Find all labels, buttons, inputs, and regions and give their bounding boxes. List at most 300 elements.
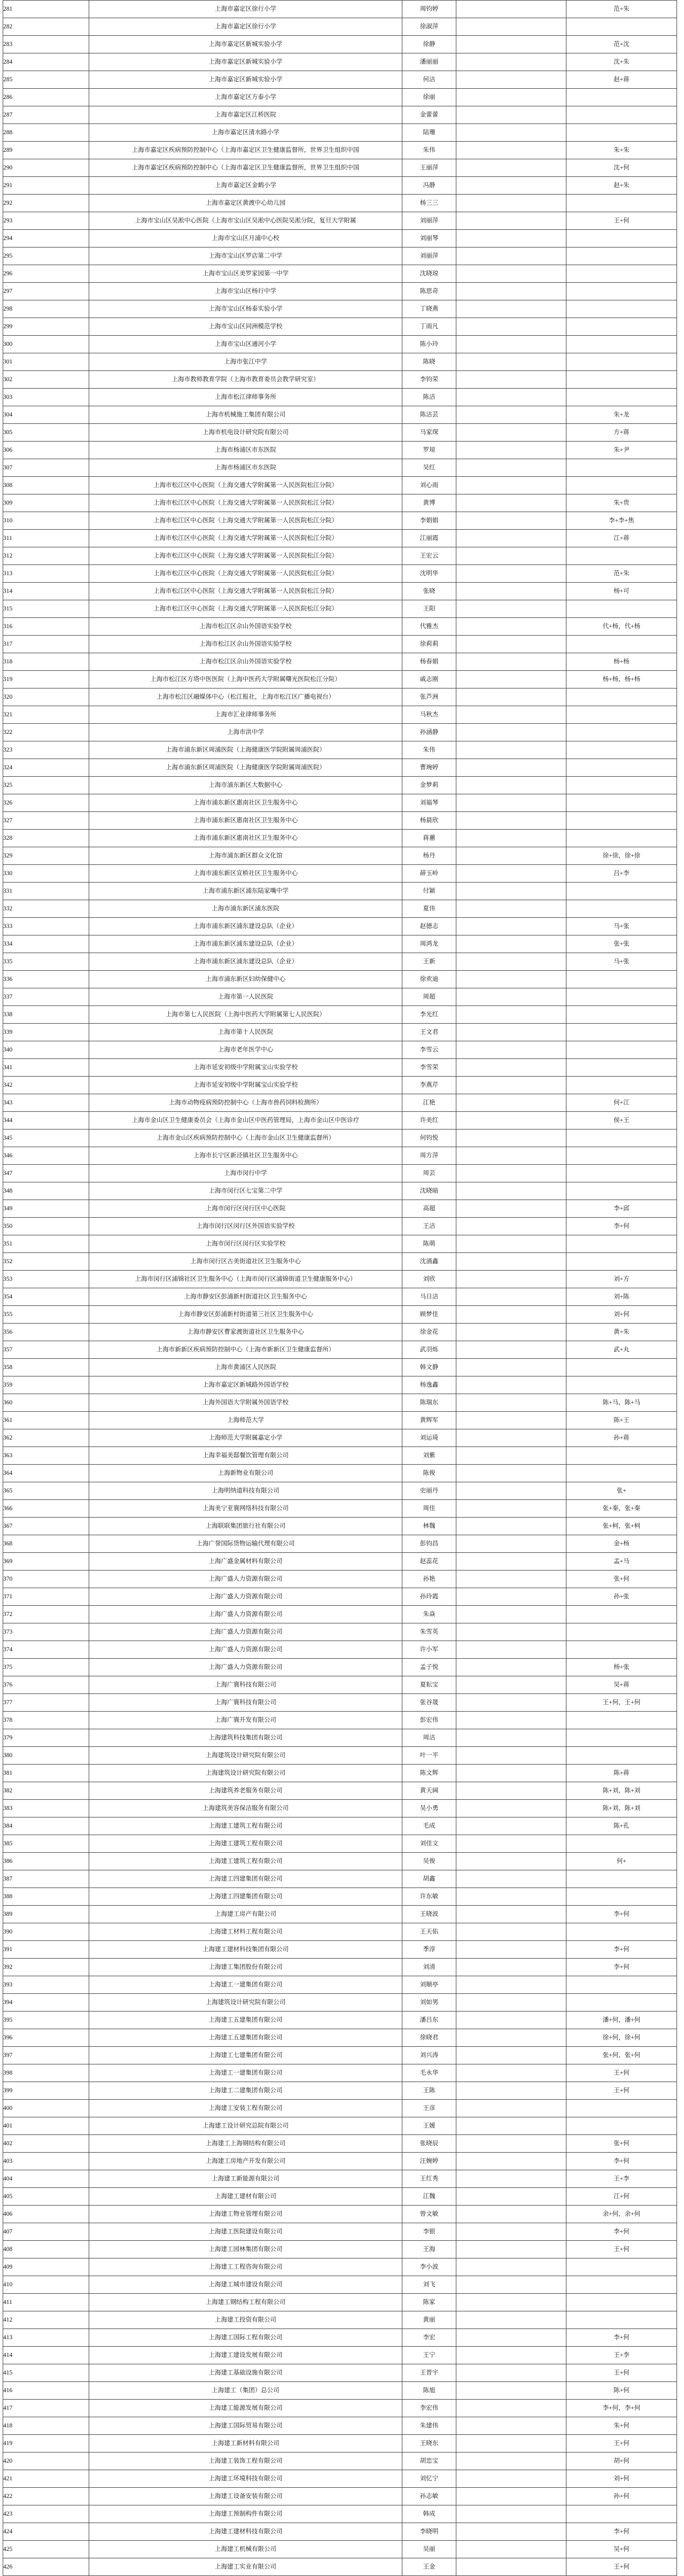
cell-blank	[456, 1870, 566, 1888]
table-row	[3, 1394, 677, 1412]
table-body	[3, 1, 677, 2576]
table-row	[3, 1253, 677, 1271]
cell-blank	[456, 1712, 566, 1729]
cell-name: 何钧悦	[402, 1130, 456, 1147]
cell-name: 沈晓暗	[402, 1182, 456, 1200]
cell-note: 余+何，余+何	[566, 2206, 677, 2223]
cell-note: 杨+杨，杨+杨	[566, 671, 677, 689]
table-row	[3, 1941, 677, 1959]
cell-name: 王丽萍	[402, 159, 456, 177]
cell-unit: 上海建工环境科技有限公司	[89, 2470, 402, 2488]
cell-blank	[456, 777, 566, 794]
cell-number: 364	[3, 1465, 89, 1482]
cell-number: 367	[3, 1518, 89, 1535]
cell-blank	[456, 283, 566, 300]
cell-blank	[456, 1729, 566, 1747]
cell-number: 334	[3, 935, 89, 953]
cell-number: 419	[3, 2435, 89, 2453]
table-row	[3, 53, 677, 71]
cell-note: 孙+蒋	[566, 1429, 677, 1447]
cell-blank	[456, 1959, 566, 1976]
table-row	[3, 353, 677, 371]
cell-unit: 上海市浦东新区惠南社区卫生服务中心	[89, 830, 402, 847]
cell-name: 周佳	[402, 1500, 456, 1518]
cell-number: 349	[3, 1200, 89, 1218]
cell-note: 徐+何，徐+何	[566, 2029, 677, 2047]
cell-blank	[456, 318, 566, 336]
cell-note	[566, 2294, 677, 2311]
cell-blank	[456, 1429, 566, 1447]
cell-unit: 上海新物业有限公司	[89, 1465, 402, 1482]
cell-unit: 上海市机电设计研究院有限公司	[89, 424, 402, 442]
cell-blank	[456, 953, 566, 971]
cell-number: 340	[3, 1041, 89, 1059]
cell-number: 377	[3, 1694, 89, 1712]
cell-note: 李+何	[566, 2523, 677, 2541]
cell-number: 397	[3, 2047, 89, 2064]
cell-number: 324	[3, 759, 89, 777]
cell-blank	[456, 1041, 566, 1059]
cell-name: 刘紫	[402, 1447, 456, 1465]
cell-number: 322	[3, 724, 89, 741]
cell-blank	[456, 1623, 566, 1641]
cell-note: 吕+李	[566, 865, 677, 883]
cell-blank	[456, 583, 566, 600]
cell-name: 李光红	[402, 1006, 456, 1024]
cell-unit: 上海市延安初级中学附属宝山实验学校	[89, 1059, 402, 1077]
cell-blank	[456, 1288, 566, 1306]
table-row	[3, 2558, 677, 2576]
cell-unit: 上海外国语大学附属外国语学校	[89, 1394, 402, 1412]
table-row	[3, 777, 677, 794]
cell-blank	[456, 900, 566, 918]
cell-unit: 上海广盛金属材料有限公司	[89, 1553, 402, 1571]
cell-note: 吴+蒋	[566, 1676, 677, 1694]
cell-number: 416	[3, 2382, 89, 2400]
table-row	[3, 406, 677, 424]
cell-note: 李+何	[566, 1218, 677, 1235]
table-row	[3, 106, 677, 124]
cell-blank	[456, 2558, 566, 2576]
cell-name: 黄辉军	[402, 1412, 456, 1429]
table-row	[3, 1412, 677, 1429]
cell-name: 薛玉岭	[402, 865, 456, 883]
cell-unit: 上海美宁亚寰网络科技有限公司	[89, 1500, 402, 1518]
cell-number: 330	[3, 865, 89, 883]
cell-note: 张+何	[566, 2135, 677, 2153]
cell-name: 潘丽丽	[402, 53, 456, 71]
cell-name: 孟子悦	[402, 1659, 456, 1676]
cell-blank	[456, 1765, 566, 1782]
cell-note	[566, 988, 677, 1006]
cell-note	[566, 1006, 677, 1024]
table-row	[3, 1341, 677, 1359]
cell-name: 马日洁	[402, 1288, 456, 1306]
cell-name: 陈洁	[402, 389, 456, 406]
cell-unit: 上海市浦东新区大数据中心	[89, 777, 402, 794]
table-row	[3, 36, 677, 53]
table-row	[3, 636, 677, 653]
cell-note: 范+沈	[566, 36, 677, 53]
cell-unit: 上海市宝山区吴淞中心医院（上海市宝山区吴淞中心医院吴淞分院，复旦大学附属	[89, 212, 402, 230]
cell-blank	[456, 195, 566, 212]
cell-name: 张谷晟	[402, 1694, 456, 1712]
table-row	[3, 159, 677, 177]
table-row	[3, 2505, 677, 2523]
cell-unit: 上海市嘉定区疾病预防控制中心（上海市嘉定区卫生健康监督所，世界卫生组织中国	[89, 159, 402, 177]
cell-number: 395	[3, 2012, 89, 2029]
table-row	[3, 230, 677, 247]
cell-name: 徐静	[402, 36, 456, 53]
cell-name: 马秋杰	[402, 706, 456, 724]
cell-note: 朱+朱	[566, 142, 677, 159]
cell-name: 马家琛	[402, 424, 456, 442]
cell-note: 张+柯，张+柯	[566, 1518, 677, 1535]
cell-number: 369	[3, 1553, 89, 1571]
cell-unit: 上海建工建筑工程有限公司	[89, 1853, 402, 1870]
cell-unit: 上海联联集团旅行社有限公司	[89, 1518, 402, 1535]
cell-unit: 上海建筑设计研究院有限公司	[89, 1747, 402, 1765]
cell-name: 徐淑萍	[402, 18, 456, 36]
cell-number: 337	[3, 988, 89, 1006]
cell-unit: 上海建工新能源有限公司	[89, 2170, 402, 2188]
cell-name: 刘心雨	[402, 477, 456, 494]
table-row	[3, 318, 677, 336]
cell-note: 孙+何	[566, 2488, 677, 2505]
cell-note: 孙+张	[566, 1588, 677, 1606]
cell-note	[566, 353, 677, 371]
cell-note: 沈+何	[566, 159, 677, 177]
cell-blank	[456, 2223, 566, 2241]
cell-blank	[456, 2488, 566, 2505]
cell-number: 387	[3, 1870, 89, 1888]
cell-name: 夏伟	[402, 900, 456, 918]
cell-note: 王+李	[566, 2347, 677, 2364]
cell-name: 吴俊	[402, 1853, 456, 1870]
cell-blank	[456, 442, 566, 459]
cell-number: 347	[3, 1165, 89, 1182]
cell-unit: 上海建工装饰工程有限公司	[89, 2453, 402, 2470]
cell-note	[566, 1870, 677, 1888]
cell-number: 285	[3, 71, 89, 89]
cell-number: 335	[3, 953, 89, 971]
cell-unit: 上海市松江区融媒体中心（松江报社，上海市松江区广播电视台）	[89, 689, 402, 706]
cell-blank	[456, 706, 566, 724]
table-row	[3, 1324, 677, 1341]
cell-note	[566, 124, 677, 142]
cell-name: 韩成	[402, 2505, 456, 2523]
cell-name: 叶一平	[402, 1747, 456, 1765]
cell-blank	[456, 1553, 566, 1571]
table-row	[3, 971, 677, 988]
cell-blank	[456, 830, 566, 847]
cell-number: 342	[3, 1077, 89, 1094]
cell-unit: 上海建筑养老服务有限公司	[89, 1782, 402, 1800]
cell-unit: 上海市静安区彭浦新村街道第三社区卫生服务中心	[89, 1306, 402, 1324]
cell-blank	[456, 142, 566, 159]
cell-name: 武羽烁	[402, 1341, 456, 1359]
table-row	[3, 1271, 677, 1288]
cell-blank	[456, 300, 566, 318]
table-row	[3, 459, 677, 477]
cell-unit: 上海建工四建集团有限公司	[89, 1870, 402, 1888]
cell-name: 李小波	[402, 2258, 456, 2276]
cell-note	[566, 2311, 677, 2329]
cell-blank	[456, 1094, 566, 1112]
cell-number: 415	[3, 2364, 89, 2382]
cell-name: 许小军	[402, 1641, 456, 1659]
table-row	[3, 1976, 677, 1994]
table-row	[3, 1359, 677, 1376]
cell-number: 384	[3, 1817, 89, 1835]
cell-number: 426	[3, 2558, 89, 2576]
cell-name: 徐莉莉	[402, 636, 456, 653]
cell-name: 王宁	[402, 2347, 456, 2364]
cell-blank	[456, 1500, 566, 1518]
cell-number: 399	[3, 2082, 89, 2100]
table-row	[3, 953, 677, 971]
cell-number: 376	[3, 1676, 89, 1694]
cell-unit: 上海市嘉定区新城实验小学	[89, 71, 402, 89]
cell-name: 史丽丹	[402, 1482, 456, 1500]
cell-note	[566, 1041, 677, 1059]
cell-blank	[456, 2311, 566, 2329]
cell-name: 张芦洲	[402, 689, 456, 706]
table-row	[3, 530, 677, 547]
table-row	[3, 2047, 677, 2064]
table-row	[3, 2064, 677, 2082]
table-row	[3, 2400, 677, 2417]
table-row	[3, 865, 677, 883]
cell-blank	[456, 1024, 566, 1041]
cell-note	[566, 759, 677, 777]
cell-name: 刘顺亭	[402, 1976, 456, 1994]
table-row	[3, 89, 677, 106]
cell-note: 武+丸	[566, 1341, 677, 1359]
cell-blank	[456, 1394, 566, 1412]
cell-note	[566, 2117, 677, 2135]
cell-blank	[456, 159, 566, 177]
cell-unit: 上海市机械施工集团有限公司	[89, 406, 402, 424]
cell-name: 孙艳	[402, 1571, 456, 1588]
table-row	[3, 2541, 677, 2558]
cell-blank	[456, 1006, 566, 1024]
table-row	[3, 1676, 677, 1694]
cell-note	[566, 318, 677, 336]
cell-note: 李+何	[566, 1941, 677, 1959]
cell-number: 348	[3, 1182, 89, 1200]
cell-blank	[456, 883, 566, 900]
cell-note: 刘+何	[566, 1306, 677, 1324]
cell-unit: 上海建工建材科技集团有限公司	[89, 1941, 402, 1959]
cell-note: 朱+尹	[566, 442, 677, 459]
cell-name: 李雪荣	[402, 1059, 456, 1077]
cell-name: 江丽霞	[402, 530, 456, 547]
cell-number: 306	[3, 442, 89, 459]
cell-unit: 上海市黄浦区人民医院	[89, 1359, 402, 1376]
cell-note	[566, 230, 677, 247]
cell-number: 284	[3, 53, 89, 71]
cell-note: 江+蒋	[566, 530, 677, 547]
cell-unit: 上海市新新区疾病预防控制中心（上海市新新区卫生健康监督所）	[89, 1341, 402, 1359]
cell-number: 371	[3, 1588, 89, 1606]
cell-note: 王+何	[566, 2364, 677, 2382]
cell-name: 王彦	[402, 2100, 456, 2117]
cell-note	[566, 830, 677, 847]
cell-note	[566, 1024, 677, 1041]
table-row	[3, 2117, 677, 2135]
cell-name: 何洁	[402, 71, 456, 89]
cell-blank	[456, 2347, 566, 2364]
cell-note	[566, 459, 677, 477]
cell-name: 张晓辰	[402, 2135, 456, 2153]
cell-note	[566, 689, 677, 706]
cell-unit: 上海市嘉定区新城实验小学	[89, 36, 402, 53]
cell-name: 王文君	[402, 1024, 456, 1041]
cell-unit: 上海建工房地产开发有限公司	[89, 2153, 402, 2170]
cell-name: 周洁	[402, 1729, 456, 1747]
cell-note	[566, 883, 677, 900]
table-row	[3, 442, 677, 459]
cell-note: 代+杨，代+杨	[566, 618, 677, 636]
cell-name: 陈瑞东	[402, 1394, 456, 1412]
cell-name: 王金	[402, 2558, 456, 2576]
cell-name: 季淳	[402, 1941, 456, 1959]
cell-note	[566, 89, 677, 106]
cell-unit: 上海市静安区曹家渡街道社区卫生服务中心	[89, 1324, 402, 1341]
cell-number: 287	[3, 106, 89, 124]
cell-name: 冯静	[402, 177, 456, 195]
cell-number: 391	[3, 1941, 89, 1959]
cell-note: 赵+朱	[566, 177, 677, 195]
table-row	[3, 371, 677, 389]
table-row	[3, 583, 677, 600]
cell-number: 360	[3, 1394, 89, 1412]
cell-name: 陈萌	[402, 1235, 456, 1253]
cell-note: 张+何，张+何	[566, 2047, 677, 2064]
cell-name: 李燕芹	[402, 1077, 456, 1094]
cell-note: 张+何	[566, 1571, 677, 1588]
cell-blank	[456, 1324, 566, 1341]
cell-name: 丁雨凡	[402, 318, 456, 336]
table-row	[3, 1729, 677, 1747]
cell-name: 王天佑	[402, 1923, 456, 1941]
cell-name: 徐金花	[402, 1324, 456, 1341]
cell-note: 王+李	[566, 2170, 677, 2188]
table-row	[3, 1147, 677, 1165]
cell-name: 黄天阔	[402, 1782, 456, 1800]
table-row	[3, 1888, 677, 1906]
cell-unit: 上海建工园林集团有限公司	[89, 2241, 402, 2258]
cell-number: 296	[3, 265, 89, 283]
cell-name: 朱雪英	[402, 1623, 456, 1641]
cell-unit: 上海广盛人力资源有限公司	[89, 1571, 402, 1588]
table-row	[3, 1817, 677, 1835]
cell-blank	[456, 2523, 566, 2541]
cell-name: 戚志刚	[402, 671, 456, 689]
table-row	[3, 1906, 677, 1923]
cell-unit: 上海广盛人力资源有限公司	[89, 1659, 402, 1676]
cell-number: 380	[3, 1747, 89, 1765]
cell-unit: 上海明纳道科技有限公司	[89, 1482, 402, 1500]
cell-blank	[456, 1412, 566, 1429]
cell-unit: 上海市浦东新区惠南社区卫生服务中心	[89, 812, 402, 830]
table-row	[3, 2347, 677, 2364]
cell-note: 朱+贵	[566, 494, 677, 512]
cell-name: 胡鑫	[402, 1870, 456, 1888]
cell-note	[566, 1376, 677, 1394]
cell-unit: 上海市松江区中心医院（上海交通大学附属第一人民医院松江分院）	[89, 494, 402, 512]
cell-unit: 上海市杨浦区市东医院	[89, 442, 402, 459]
cell-number: 302	[3, 371, 89, 389]
cell-number: 307	[3, 459, 89, 477]
table-row	[3, 2100, 677, 2117]
cell-blank	[456, 724, 566, 741]
cell-number: 379	[3, 1729, 89, 1747]
cell-note	[566, 971, 677, 988]
cell-unit: 上海建工五建集团有限公司	[89, 2029, 402, 2047]
cell-note: 李+邱	[566, 1200, 677, 1218]
cell-note	[566, 1606, 677, 1623]
table-row	[3, 1376, 677, 1394]
cell-number: 361	[3, 1412, 89, 1429]
cell-blank	[456, 1200, 566, 1218]
cell-unit: 上海建工材料工程有限公司	[89, 1923, 402, 1941]
table-row	[3, 1870, 677, 1888]
cell-note	[566, 1747, 677, 1765]
cell-blank	[456, 2258, 566, 2276]
cell-note: 张+秦，张+秦	[566, 1500, 677, 1518]
table-row	[3, 1518, 677, 1535]
cell-note: 王+何	[566, 212, 677, 230]
cell-unit: 上海市金山区疾病预防控制中心（上海市金山区卫生健康监督所）	[89, 1130, 402, 1147]
table-row	[3, 1024, 677, 1041]
cell-note: 陈+刘，陈+刘	[566, 1782, 677, 1800]
table-row	[3, 883, 677, 900]
cell-blank	[456, 1235, 566, 1253]
cell-number: 413	[3, 2329, 89, 2347]
table-row	[3, 265, 677, 283]
cell-unit: 上海市浦东新区周浦医院（上海健康医学院附属周浦医院）	[89, 741, 402, 759]
cell-number: 400	[3, 2100, 89, 2117]
cell-number: 372	[3, 1606, 89, 1623]
cell-note: 王+何	[566, 2558, 677, 2576]
cell-note	[566, 477, 677, 494]
table-row	[3, 2294, 677, 2311]
cell-number: 283	[3, 36, 89, 53]
cell-unit: 上海市教师教育学院（上海市教育委员会教学研究室）	[89, 371, 402, 389]
cell-blank	[456, 2082, 566, 2100]
table-row	[3, 1429, 677, 1447]
cell-note: 陈+蒋	[566, 1765, 677, 1782]
table-row	[3, 1112, 677, 1130]
table-row	[3, 812, 677, 830]
cell-unit: 上海市第一人民医院	[89, 988, 402, 1006]
cell-note: 陈+何	[566, 2382, 677, 2400]
cell-unit: 上海市松江区中心医院（上海交通大学附属第一人民医院松江分院）	[89, 583, 402, 600]
cell-blank	[456, 1694, 566, 1712]
cell-blank	[456, 1306, 566, 1324]
cell-name: 李宏伟	[402, 2400, 456, 2417]
cell-note: 王+何	[566, 2241, 677, 2258]
cell-name: 陈思奇	[402, 283, 456, 300]
cell-blank	[456, 847, 566, 865]
cell-note	[566, 247, 677, 265]
table-row	[3, 1571, 677, 1588]
cell-blank	[456, 2206, 566, 2223]
cell-name: 金蕾蕾	[402, 106, 456, 124]
table-row	[3, 2012, 677, 2029]
